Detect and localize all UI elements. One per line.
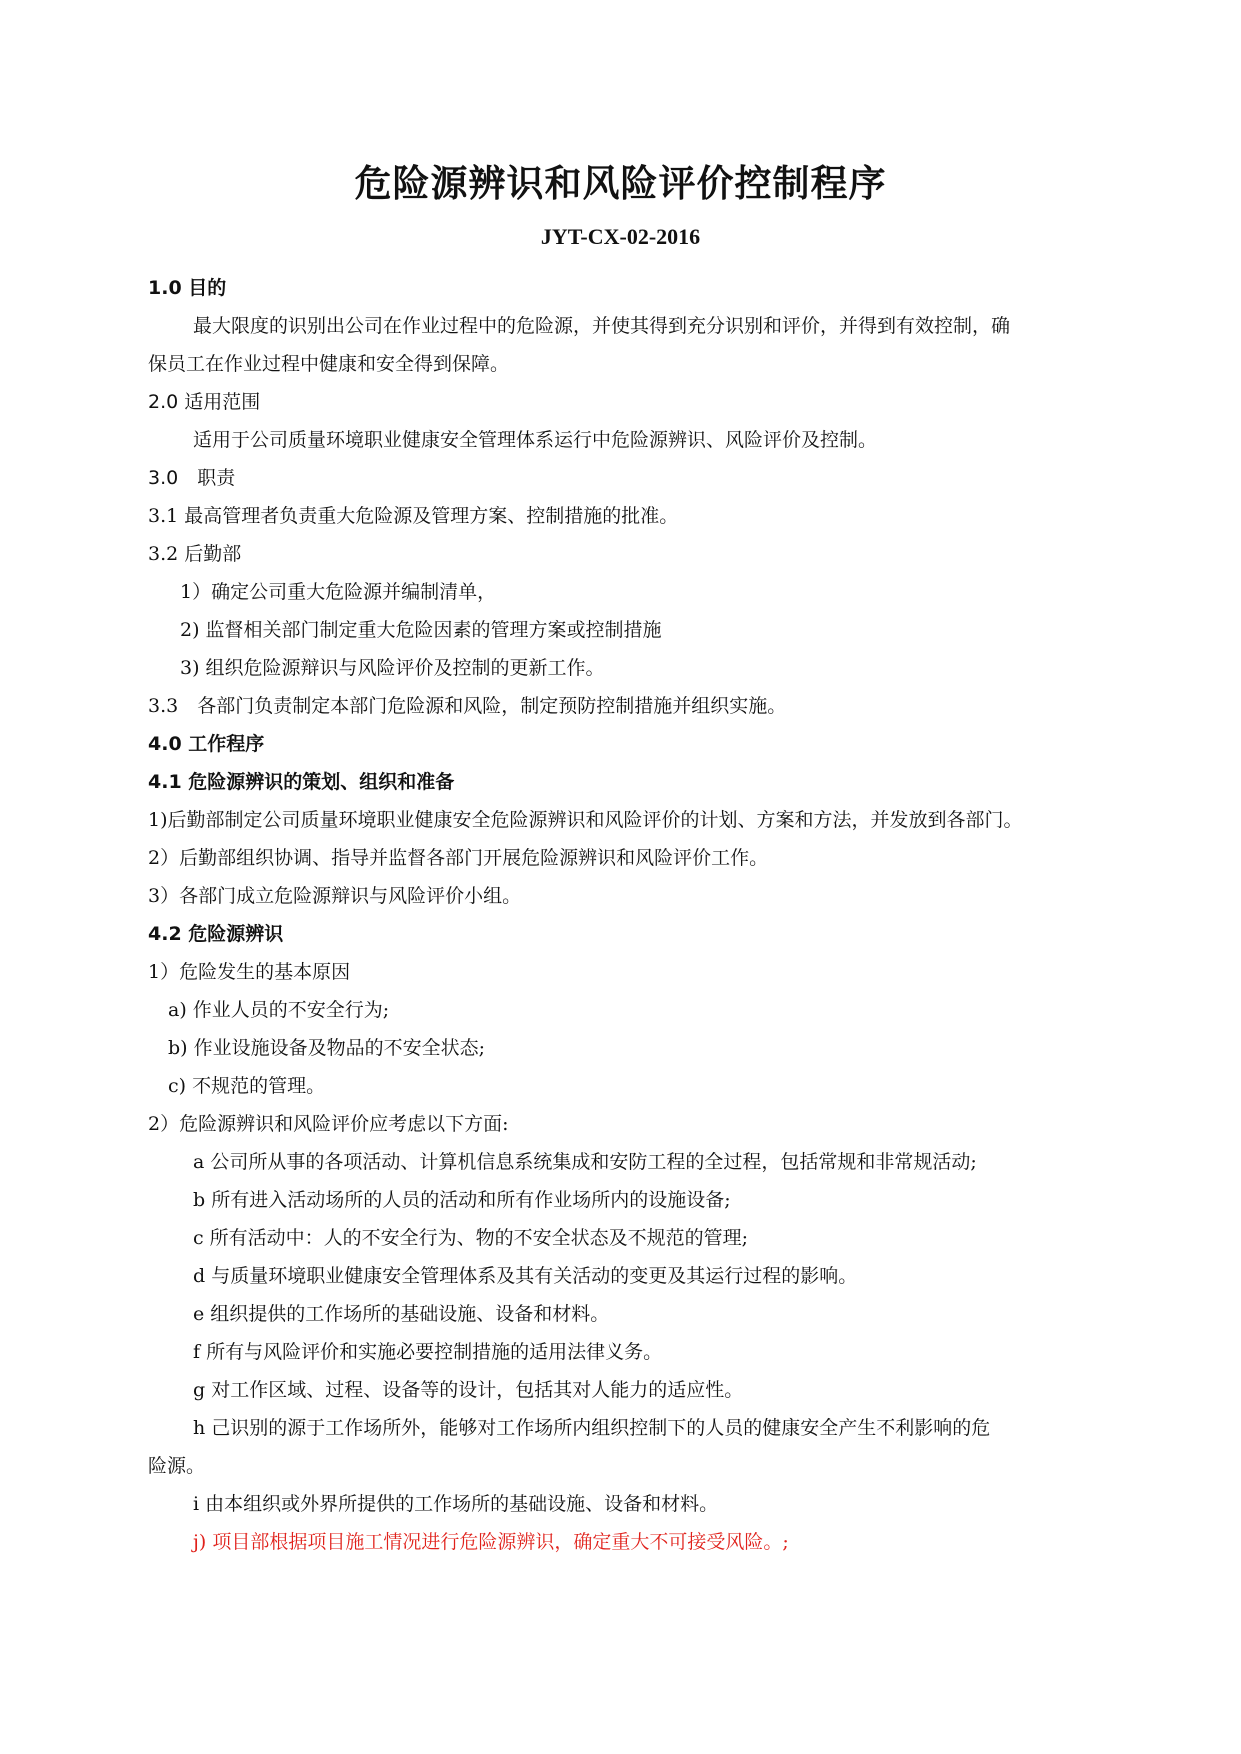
document-title: 危险源辨识和风险评价控制程序 xyxy=(354,161,887,205)
list-item: b) 作业设施设备及物品的不安全状态; xyxy=(168,1037,486,1059)
list-item: h 己识别的源于工作场所外，能够对工作场所内组织控制下的人员的健康安全产生不利影响的危 xyxy=(193,1417,991,1439)
list-item: b 所有进入活动场所的人员的活动和所有作业场所内的设施设备; xyxy=(193,1189,731,1211)
list-item: 2）危险源辨识和风险评价应考虑以下方面: xyxy=(148,1113,509,1135)
paragraph-line: 适用于公司质量环境职业健康安全管理体系运行中危险源辨识、风险评价及控制。 xyxy=(193,429,878,451)
list-item: c 所有活动中：人的不安全行为、物的不安全状态及不规范的管理; xyxy=(193,1227,749,1249)
list-item: 1）确定公司重大危险源并编制清单， xyxy=(180,581,497,603)
list-item: 3) 组织危险源辩识与风险评价及控制的更新工作。 xyxy=(180,657,605,679)
list-item: 2）后勤部组织协调、指导并监督各部门开展危险源辨识和风险评价工作。 xyxy=(148,847,769,869)
list-item: 2) 监督相关部门制定重大危险因素的管理方案或控制措施 xyxy=(180,619,662,641)
list-item: 1）危险发生的基本原因 xyxy=(148,961,351,983)
list-item: e 组织提供的工作场所的基础设施、设备和材料。 xyxy=(193,1303,610,1325)
highlighted-list-item: j) 项目部根据项目施工情况进行危险源辨识，确定重大不可接受风险。; xyxy=(193,1531,789,1553)
list-item: f 所有与风险评价和实施必要控制措施的适用法律义务。 xyxy=(193,1341,663,1363)
section-heading: 4.0 工作程序 xyxy=(148,733,265,755)
document-code: JYT-CX-02-2016 xyxy=(540,224,701,249)
paragraph-line: 3.1 最高管理者负责重大危险源及管理方案、控制措施的批准。 xyxy=(148,505,679,527)
section-heading: 3.2 后勤部 xyxy=(148,543,242,565)
paragraph-line: 最大限度的识别出公司在作业过程中的危险源，并使其得到充分识别和评价，并得到有效控制，确 xyxy=(193,315,1011,337)
paragraph-line: 3.3 各部门负责制定本部门危险源和风险，制定预防控制措施并组织实施。 xyxy=(148,695,787,717)
section-heading: 4.2 危险源辨识 xyxy=(148,923,284,945)
list-item: d 与质量环境职业健康安全管理体系及其有关活动的变更及其运行过程的影响。 xyxy=(193,1265,858,1287)
section-heading: 4.1 危险源辨识的策划、组织和准备 xyxy=(148,771,455,793)
section-heading: 2.0 适用范围 xyxy=(148,391,261,413)
list-item: c) 不规范的管理。 xyxy=(168,1075,326,1097)
paragraph-line: 险源。 xyxy=(148,1455,206,1477)
list-item: a 公司所从事的各项活动、计算机信息系统集成和安防工程的全过程，包括常规和非常规活动; xyxy=(193,1151,977,1173)
section-heading: 1.0 目的 xyxy=(148,277,227,299)
list-item: g 对工作区域、过程、设备等的设计，包括其对人能力的适应性。 xyxy=(193,1379,744,1401)
list-item: i 由本组织或外界所提供的工作场所的基础设施、设备和材料。 xyxy=(193,1493,719,1515)
paragraph-line: 保员工在作业过程中健康和安全得到保障。 xyxy=(148,353,510,375)
list-item: 1)后勤部制定公司质量环境职业健康安全危险源辨识和风险评价的计划、方案和方法，并发放到各部门。 xyxy=(148,809,1023,831)
list-item: a) 作业人员的不安全行为; xyxy=(168,999,390,1021)
list-item: 3）各部门成立危险源辩识与风险评价小组。 xyxy=(148,885,522,907)
section-heading: 3.0 职责 xyxy=(148,467,236,489)
